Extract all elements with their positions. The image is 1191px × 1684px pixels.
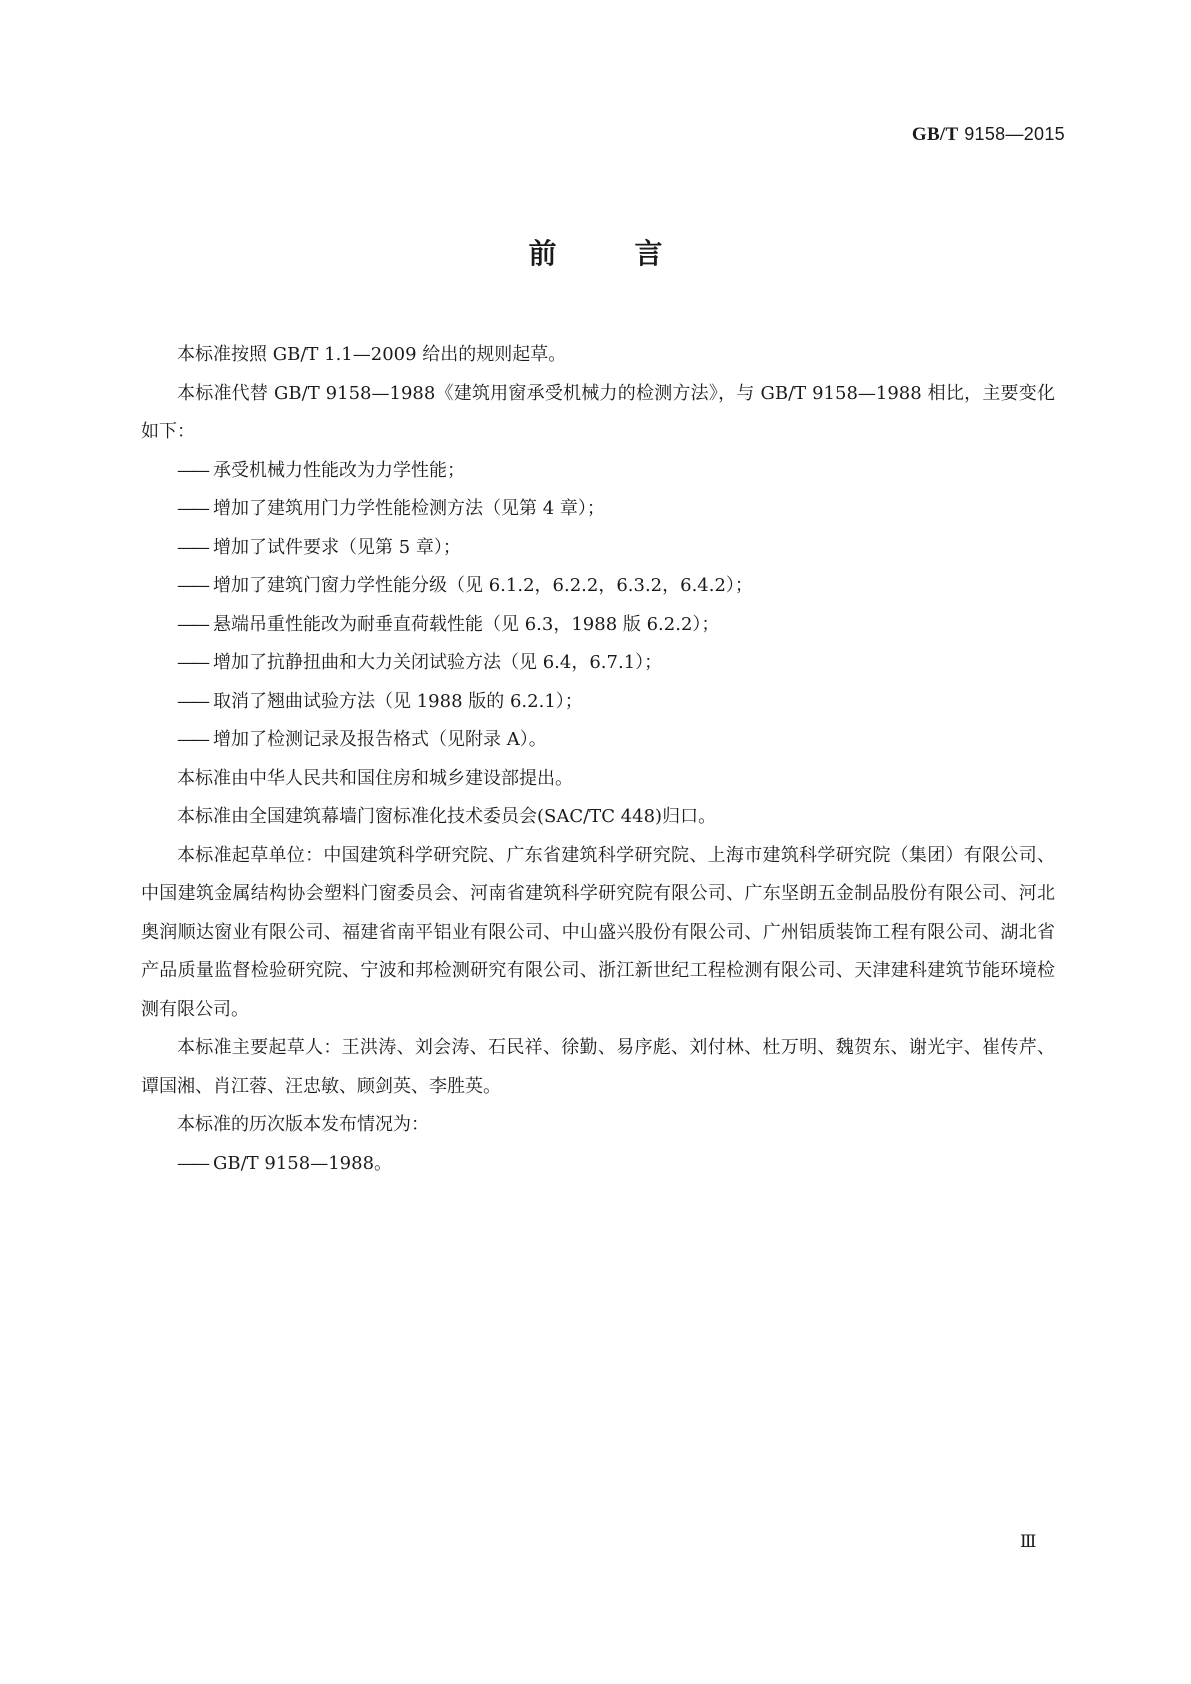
- paragraph-main-drafters: 本标准主要起草人：王洪涛、刘会涛、石民祥、徐勤、易序彪、刘付林、杜万明、魏贺东、谢光宇、崔传芹、谭国湘、肖江蓉、汪忠敏、顾剑英、李胜英。: [141, 1037, 1055, 1097]
- change-item: —— 增加了建筑门窗力学性能分级（见 6.1.2，6.2.2，6.3.2，6.4.2）；: [141, 567, 1055, 606]
- dash-marker: ——: [177, 575, 207, 596]
- paragraph-version-history: 本标准的历次版本发布情况为：: [177, 1114, 429, 1135]
- standard-code-header: [912, 124, 1065, 146]
- change-item: —— 承受机械力性能改为力学性能；: [141, 452, 1055, 491]
- paragraph-drafting-units: 本标准起草单位：中国建筑科学研究院、广东省建筑科学研究院、上海市建筑科学研究院（集团）有限公司、中国建筑金属结构协会塑料门窗委员会、河南省建筑科学研究院有限公司、广东坚朗五金制品股份有限公司、河北奥润顺达窗业有限公司、福建省南平铝业有限公司、中山盛兴股份有限公司、广州铝质装饰工程有限公司、湖北省产品质量监督检验研究院、宁波和邦检测研究有限公司、浙江新世纪工程检测有限公司、天津建科建筑节能环境检测有限公司。: [141, 844, 1055, 1020]
- dash-marker: ——: [177, 729, 207, 750]
- dash-marker: ——: [177, 1152, 207, 1174]
- history-item: —— GB/T 9158—1988。: [141, 1145, 1055, 1184]
- dash-marker: ——: [177, 459, 207, 481]
- paragraph-proposed-by: 本标准由中华人民共和国住房和城乡建设部提出。: [177, 767, 573, 789]
- paragraph-replaces: 本标准代替 GB/T 9158—1988《建筑用窗承受机械力的检测方法》，与 GB/T 9158—1988 相比，主要变化如下：: [141, 382, 1055, 442]
- page-title: [0, 232, 1191, 272]
- change-item: —— 增加了抗静扭曲和大力关闭试验方法（见 6.4，6.7.1）；: [141, 644, 1055, 683]
- title-char-2: 言: [634, 237, 663, 270]
- change-item: —— 增加了检测记录及报告格式（见附录 A）。: [141, 721, 1055, 760]
- change-item: —— 悬端吊重性能改为耐垂直荷载性能（见 6.3，1988 版 6.2.2）；: [141, 606, 1055, 645]
- paragraph-under-jurisdiction: 本标准由全国建筑幕墙门窗标准化技术委员会(SAC/TC 448)归口。: [177, 806, 717, 827]
- change-item: —— 取消了翘曲试验方法（见 1988 版的 6.2.1）；: [141, 683, 1055, 722]
- paragraph-drafting-rules: 本标准按照 GB/T 1.1—2009 给出的规则起草。: [177, 344, 567, 365]
- dash-marker: ——: [177, 498, 207, 519]
- change-item: —— 增加了建筑用门力学性能检测方法（见第 4 章）；: [141, 490, 1055, 529]
- dash-marker: ——: [177, 690, 207, 712]
- title-char-1: 前: [528, 237, 557, 270]
- page-number: Ⅲ: [1020, 1532, 1037, 1552]
- dash-marker: ——: [177, 536, 207, 558]
- standard-number: 9158—2015: [964, 124, 1065, 144]
- dash-marker: ——: [177, 613, 207, 635]
- foreword-body: [141, 336, 1055, 1183]
- standard-prefix: GB/T: [911, 124, 959, 145]
- change-item: —— 增加了试件要求（见第 5 章）；: [141, 529, 1055, 568]
- dash-marker: ——: [177, 652, 207, 673]
